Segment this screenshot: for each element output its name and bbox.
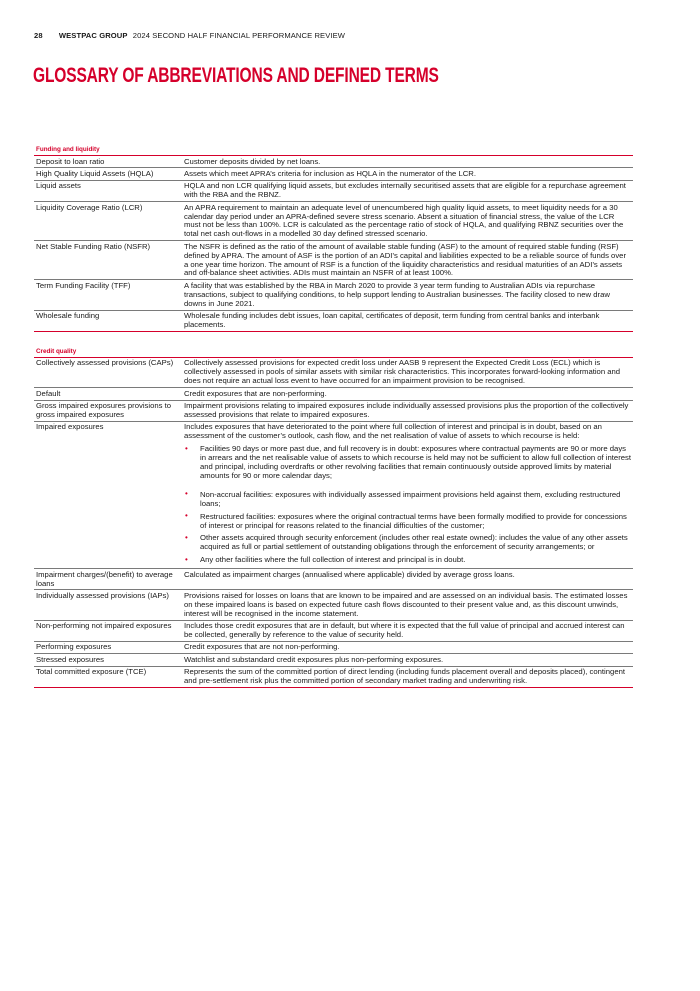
glossary-term: Individually assessed provisions (IAPs) xyxy=(36,590,169,600)
glossary-row xyxy=(34,168,633,180)
definition-text: HQLA and non LCR qualifying liquid assets, but excludes internally securitised assets that are eligible for a repurchase agreement with the RBA and the RBNZ. xyxy=(184,181,626,200)
glossary-term: Term Funding Facility (TFF) xyxy=(36,280,131,290)
glossary-table xyxy=(34,143,633,701)
glossary-term: Wholesale funding xyxy=(36,311,100,321)
glossary-term: Performing exposures xyxy=(36,642,112,652)
definition-text: An APRA requirement to maintain an adequate level of unencumbered high quality liquid assets, to meet liquidity needs for a 30 calendar day period under an APRA-defined severe stress scenario. Absent a situation of financial stress, the value of the LCR must not be less than 100%. LCR is calculated as the percentage ratio of stock of HQLA, and qualifying RBNZ securities over the total net cash out-flows in a modelled 30 day defined stressed scenario. xyxy=(184,202,624,239)
glossary-definition xyxy=(184,204,633,240)
glossary-term: Impairment charges/(benefit) to average loans xyxy=(36,569,173,588)
glossary-definition xyxy=(184,243,633,279)
section-heading: Funding and liquidity xyxy=(34,143,633,156)
definition-bullet: • Non-accrual facilities: exposures with individually assessed impairment provisions held against them, excluding restructured loans; xyxy=(184,491,631,509)
glossary-row xyxy=(34,311,633,332)
glossary-definition xyxy=(184,282,633,309)
glossary-definition xyxy=(184,668,633,686)
glossary-row xyxy=(34,202,633,241)
section-credit-quality xyxy=(34,345,633,688)
glossary-definition xyxy=(184,656,633,665)
definition-bullet: • Other assets acquired through security enforcement (includes other real estate owned): includes the value of any other assets acquired as full or partial settlement of outstanding obligations through the enforcement of security arrangements; or xyxy=(184,534,631,552)
glossary-row xyxy=(34,241,633,280)
glossary-definition xyxy=(184,571,633,589)
definition-text: Provisions raised for losses on loans that are known to be impaired and are assessed on an individual basis. The estimated losses on these impaired loans is based on expected future cash flows discounted to their present value and, as this discount unwinds, interest will be recognised in the income statement. xyxy=(184,590,628,618)
glossary-definition xyxy=(184,182,633,200)
glossary-term: Default xyxy=(36,388,61,398)
glossary-term: Gross impaired exposures provisions to gross impaired exposures xyxy=(36,401,172,419)
definition-bullet: • Any other facilities where the full collection of interest and principal is in doubt. xyxy=(184,556,631,565)
glossary-definition xyxy=(184,359,633,386)
definition-text: A facility that was established by the RBA in March 2020 to provide 3 year term funding to Australian ADIs via repurchase transactions, subject to qualifying conditions, to help support lending to Australian businesses. The facility closed to new draw downs in June 2021. xyxy=(184,280,610,308)
definition-text: Customer deposits divided by net loans. xyxy=(184,156,321,166)
glossary-row xyxy=(34,181,633,202)
glossary-definition xyxy=(184,158,633,167)
glossary-row xyxy=(34,621,633,642)
definition-text: Calculated as impairment charges (annualised where applicable) divided by average gross loans. xyxy=(184,569,515,579)
definition-bullet: • Restructured facilities: exposures where the original contractual terms have been formally modified to provide for concessions of interest or principal for reasons related to the financial difficulties of the customer; xyxy=(184,513,631,531)
definition-text: Impairment provisions relating to impaired exposures include individually assessed provisions plus the proportion of the collectively assessed provisions that relate to impaired exposures. xyxy=(184,401,629,419)
glossary-term: Stressed exposures xyxy=(36,654,104,664)
definition-text: Credit exposures that are not non-performing. xyxy=(184,642,340,652)
definition-text: Represents the sum of the committed portion of direct lending (including funds placement overall and deposits placed), contingent and pre-settlement risk plus the committed portion of secondary market trading and underwriting risk. xyxy=(184,667,626,686)
glossary-row xyxy=(34,642,633,654)
page-number: 28 xyxy=(34,31,43,40)
section-funding-and-liquidity xyxy=(34,143,633,332)
definition-bullet-list xyxy=(184,445,631,565)
section-heading: Credit quality xyxy=(34,345,633,358)
definition-text: Collectively assessed provisions for expected credit loss under AASB 9 represent the Expected Credit Loss (ECL) which is collectively assessed in pools of similar assets with similar risk characteristics. This incorporates forward-looking information and does not require an actual loss event to have occurred for an impairment provision to be recognised. xyxy=(184,358,621,386)
glossary-definition xyxy=(184,402,633,420)
glossary-row xyxy=(34,156,633,168)
definition-text: Wholesale funding includes debt issues, loan capital, certificates of deposit, term funding from central banks and interbank placements. xyxy=(184,311,600,329)
glossary-term: Impaired exposures xyxy=(36,422,104,432)
definition-text: Assets which meet APRA’s criteria for inclusion as HQLA in the numerator of the LCR. xyxy=(184,168,476,178)
glossary-definition xyxy=(184,643,633,652)
glossary-row xyxy=(34,654,633,666)
report-title: 2024 SECOND HALF FINANCIAL PERFORMANCE REVIEW xyxy=(132,31,346,40)
glossary-term: Non-performing not impaired exposures xyxy=(36,621,172,631)
glossary-row xyxy=(34,569,633,590)
definition-text: Includes exposures that have deteriorated to the point where full collection of interest and principal is in doubt, based on an assessment of the customer’s outlook, cash flow, and the net realisation of value of assets to which recourse is held: xyxy=(184,422,602,441)
page-header xyxy=(34,31,345,40)
definition-text: The NSFR is defined as the ratio of the amount of available stable funding (ASF) to the amount of required stable funding (RSF) defined by APRA. The amount of ASF is the portion of an ADI’s capital and liabilities expected to be a reliable source of funds over a one year time horizon. The amount of RSF is a function of the liquidity characteristics and residual maturities of an ADI’s assets and off-balance sheet activities. ADIs must maintain an NSFR of at least 100%. xyxy=(184,241,627,278)
glossary-definition xyxy=(184,423,633,567)
glossary-term: Net Stable Funding Ratio (NSFR) xyxy=(36,241,151,251)
glossary-term: Total committed exposure (TCE) xyxy=(36,667,147,677)
definition-text: Includes those credit exposures that are in default, but where it is expected that the full value of principal and accrued interest can be collected, generally by reference to the value of security held. xyxy=(184,621,625,640)
glossary-term: Collectively assessed provisions (CAPs) xyxy=(36,358,174,368)
glossary-row xyxy=(34,280,633,310)
definition-text: Credit exposures that are non-performing. xyxy=(184,388,327,398)
glossary-term: Liquidity Coverage Ratio (LCR) xyxy=(36,202,143,212)
glossary-definition xyxy=(184,592,633,619)
glossary-row xyxy=(34,388,633,400)
glossary-row xyxy=(34,590,633,620)
glossary-term: Deposit to loan ratio xyxy=(36,156,105,166)
definition-text: Watchlist and substandard credit exposures plus non-performing exposures. xyxy=(184,654,444,664)
glossary-definition xyxy=(184,390,633,399)
glossary-definition xyxy=(184,170,633,179)
glossary-row xyxy=(34,422,633,569)
page-title: GLOSSARY OF ABBREVIATIONS AND DEFINED TERMS xyxy=(33,64,439,87)
glossary-term: Liquid assets xyxy=(36,181,81,191)
company-name: WESTPAC GROUP xyxy=(58,31,128,40)
glossary-row xyxy=(34,358,633,388)
definition-bullet: • Facilities 90 days or more past due, and full recovery is in doubt: exposures where contractual payments are 90 or more days in arrears and the net realisable value of assets to which recourse is held may not be sufficient to allow full collection of interest and principal, including overdrafts or other revolving facilities that remain continuously outside approved limits by material amounts for 90 or more calendar days; xyxy=(184,445,631,481)
glossary-row xyxy=(34,667,633,688)
glossary-term: High Quality Liquid Assets (HQLA) xyxy=(36,168,154,178)
glossary-row xyxy=(34,401,633,422)
glossary-definition xyxy=(184,622,633,640)
glossary-definition xyxy=(184,312,633,330)
